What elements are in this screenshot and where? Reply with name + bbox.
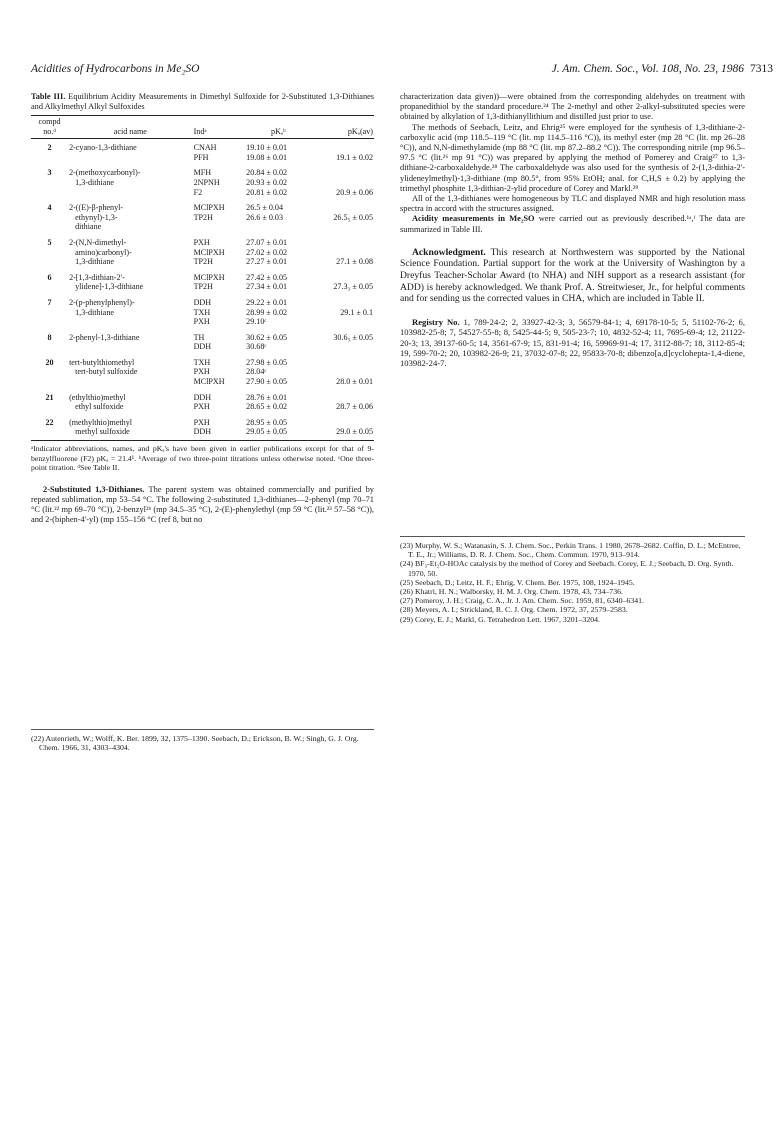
cell-pka: 19.10 ± 0.01 19.08 ± 0.01 [246,143,288,162]
cell-acid-name: 2-cyano-1,3-dithiane [69,143,137,153]
running-header-title: Acidities of Hydrocarbons in Me₂SO [31,63,200,75]
dithiane-text: The parent system was obtained commercially and purified by repeated sublimation, mp 53–54 °C. The following 2-substituted 1,3-dithianes—2-phenyl (mp 70–71 °C (lit.²² mp 69–70 °C)), 2-benzyl²ᵇ (mp 34.5–35 °C), 2-(E)-phenylethyl (mp 59 °C (lit.²³ 57–58 °C)), and 2-(biphen-4'-yl) (mp 155–156 °C (ref 8, but no [31,484,374,525]
cell-indicator: MClPXH TP2H [193,203,225,222]
cell-indicator: CNAH PFH [193,143,217,162]
section-heading-dithianes: 2-Substituted 1,3-Dithianes. [43,484,145,494]
acidity-heading: Acidity measurements in Me₂SO [412,214,535,224]
cell-pka: 28.76 ± 0.01 28.65 ± 0.02 [246,392,288,412]
table-row [31,412,374,441]
cell-acid-name: 2-phenyl-1,3-dithiane [69,332,140,342]
cell-pka-avg: 28.7 ± 0.06 [336,402,373,412]
cell-pka-avg: 29.0 ± 0.05 [311,412,374,441]
cell-indicator: MClPXH TP2H [193,272,225,292]
table-label: Table III. [31,92,66,101]
table-footnotes: ᵃIndicator abbreviations, names, and pKₐ's have been given in earlier publications except for that of 9-benzylfluorene (F2) pKₐ = 21.4¹. ᵇAverage of two three-point titrations unless otherwise noted. ᶜOne three-point titration. ᵈSee Table II. [31,444,374,473]
cell-pka: 27.42 ± 0.05 27.34 ± 0.01 [246,272,288,292]
cell-acid-name: (ethylthio)methyl ethyl sulfoxide [69,392,126,412]
left-column [31,92,374,526]
cell-indicator: DDH TXH PXH [193,297,212,327]
cell-acid-name: 2-(p-phenylphenyl)- 1,3-dithiane [69,297,135,317]
table-row [31,139,374,163]
cell-indicator: TXH PXH MClPXH [193,357,225,387]
footnote-24: (24) BF₃-Et₂O-HOAc catalysis by the method of Corey and Seebach. Corey, E. J.; Seebach, D. Org. Synth. 1970, 50. [400,559,734,578]
left-footnotes [31,729,374,752]
cell-pka: 20.84 ± 0.02 20.93 ± 0.02 20.81 ± 0.02 [246,168,288,197]
acknowledgment-paragraph [400,247,745,305]
cell-pka: 30.62 ± 0.05 30.68ᶜ [246,332,288,352]
col-header-pka-avg: pKₐ(av) [311,116,374,139]
cell-indicator: PXH MClPXH TP2H [193,237,225,267]
cell-compd-no: 21 [45,392,54,402]
footnote-23: (23) Murphy, W. S.; Watanasin, S. J. Chem. Soc., Perkin Trans. 1 1980, 2678–2682. Coffin, D. L.; McEntree, T. E., Jr.; Williams, D. R. J. Chem. Soc., Chem. Commun. 1970, 913–914. [400,541,741,560]
cell-pka-avg: 30.6₅ ± 0.05 [333,332,373,342]
right-footnotes [400,536,745,624]
cell-compd-no: 7 [47,297,52,307]
table-row [31,327,374,352]
cell-pka-avg: 19.1 ± 0.02 [336,152,373,162]
cell-compd-no: 6 [47,272,52,282]
table-caption [31,92,374,112]
cell-pka-avg: 29.1 ± 0.1 [340,307,373,317]
cell-compd-no: 4 [47,203,52,213]
right-paragraph-1: characterization data given))—were obtained from the corresponding aldehydes on treatment with propanedithiol by the standard procedure.²⁴ The 2-methyl and other 2-alkyl-substituted species were obtained by alkylation of 1,3-dithianyllithium and distilled just prior to use. [400,92,745,122]
right-paragraph-4 [400,214,745,234]
cell-acid-name: tert-butylthiomethyl tert-butyl sulfoxide [69,357,138,377]
page-number: 7313 [750,63,773,75]
cell-compd-no: 8 [47,332,52,342]
footnote-27: (27) Pomeroy, J. H.; Craig, C. A., Jr. J. Am. Chem. Soc. 1959, 81, 6340–6341. [400,596,645,606]
registry-text: 1, 789-24-2; 2, 33927-42-3; 3, 56579-84-1; 4, 69178-10-5; 5, 51102-76-2; 6, 103982-25-8; 7, 54527-55-8; 8, 5425-44-5; 9, 505-23-7; 10, 4832-52-4; 11, 7695-69-4; 12, 21122-20-3; 13, 39137-60-5; 14, 3561-67-9; 15, 831-91-4; 16, 59969-91-4; 17, 3112-88-7; 18, 3112-85-4; 19, 599-70-2; 20, 103982-26-9; 21, 37032-07-8; 22, 95833-70-8; dibenzo[a,d]cyclohepta-1,4-diene, 103982-24-7. [400,316,745,369]
footnote-28: (28) Meyers, A. I.; Strickland, R. C. J. Org. Chem. 1972, 37, 2579–2583. [400,605,628,615]
footnote-25: (25) Seebach, D.; Leitz, H. F.; Ehrig, V. Chem. Ber. 1975, 108, 1924–1945. [400,577,635,587]
col-header-acid-name: acid name [68,116,193,139]
col-header-pka: pKₐᵇ [245,116,311,139]
cell-acid-name: 2-[1,3-dithian-2'- ylidene]-1,3-dithiane [69,272,144,292]
registry-paragraph [400,317,745,369]
cell-compd-no: 20 [45,357,54,367]
table-row [31,162,374,197]
table-title: Equilibrium Acidity Measurements in Dimethyl Sulfoxide for 2-Substituted 1,3-Dithianes and Alkylmethyl Alkyl Sulfoxides [31,92,375,111]
acidity-text: were carried out as previously described.¹ᵃ,ᶠ The data are summarized in Table III. [400,214,745,234]
cell-pka-avg: 27.3₃ ± 0.05 [333,282,373,292]
footnote-rule [400,536,745,537]
footnote-29: (29) Corey, E. J.; Markl, G. Tetrahedron Lett. 1967, 3201–3204. [400,614,600,624]
cell-pka: 29.22 ± 0.01 28.99 ± 0.02 29.10ᶜ [246,297,288,327]
table-row [31,197,374,232]
col-header-indicator: Indᵃ [193,116,246,139]
right-paragraph-2: The methods of Seebach, Leitz, and Ehrig²⁵ were employed for the synthesis of 1,3-dithiane-2-carboxylic acid (mp 118.5–119 °C (lit. mp 114.5–116 °C)), its methyl ester (mp 28 °C (lit. mp 26–28 °C)), and N,N-dimethylamide (mp 88 °C (lit. mp 87.2–88.2 °C)). The corresponding nitrile (mp 96.5–97.5 °C (lit.²⁶ mp 91 °C)) was prepared by applying the method of Pomerey and Craig²⁷ to 1,3-dithiane-2-carboxaldehyde.²⁸ The carboxaldehyde was also used for the synthesis of 2-(1,3-dithia-2'-ylideneylmethyl)-1,3-dithiane (mp 80.5°, from 95% EtOH; anal. for C,H,S ± 0.2) by applying the trimethyl phosphite 1,3-dithian-2-ylid procedure of Corey and Markl.²⁹ [400,122,745,193]
cell-compd-no: 22 [31,412,68,441]
cell-pka: 27.07 ± 0.01 27.02 ± 0.02 27.27 ± 0.01 [246,237,288,267]
cell-pka: 27.98 ± 0.05 28.04ᶜ 27.90 ± 0.05 [246,357,288,387]
running-header-citation [468,63,773,75]
cell-indicator: TH DDH [193,332,212,352]
table-body [31,139,374,441]
journal-citation: J. Am. Chem. Soc., Vol. 108, No. 23, 1986 [551,63,744,75]
right-column [400,92,745,369]
table-row [31,387,374,412]
cell-acid-name: 2-((E)-β-phenyl- ethynyl)-1,3- dithiane [69,203,124,232]
footnote-22: (22) Autenrieth, W.; Wolff, K. Ber. 1899, 32, 1375–1390. Seebach, D.; Erickson, B. W.; Singh, G. J. Org. Chem. 1966, 31, 4303–4304. [31,734,359,753]
table-header-row [31,116,374,139]
table-row [31,352,374,387]
acidity-table [31,115,374,441]
cell-indicator: MFH 2NPNH F2 [193,168,220,197]
cell-pka-avg: 20.9 ± 0.06 [336,187,373,197]
table-row [31,232,374,267]
cell-pka: 26.5 ± 0.04 26.6 ± 0.03 [246,203,283,222]
cell-compd-no: 2 [47,143,52,153]
cell-acid-name: 2-(N,N-dimethyl- amino)carbonyl)- 1,3-dithiane [69,237,132,267]
cell-pka-avg: 28.0 ± 0.01 [336,377,373,387]
footnote-26: (26) Khatri, H. N.; Walborsky, H. M. J. Org. Chem. 1978, 43, 734–736. [400,587,623,597]
acknowledgment-text: This research at Northwestern was supported by the National Science Foundation. Partial support for the work at the University of Washington by a Dreyfus Teacher-Scholar Award (to NHA) and NIH support as a research assistant (for ADD) is hereby acknowledged. We thank Prof. A. Streitwieser, Jr., for helpful comments and for sending us the corrected values in CHA, which are included in Table II. [400,246,745,305]
cell-pka-avg: 26.5₅ ± 0.05 [333,212,373,222]
right-paragraph-3: All of the 1,3-dithianes were homogeneous by TLC and displayed NMR and high resolution mass spectra in accord with the structures assigned. [400,194,745,214]
dithiane-paragraph [31,485,374,526]
cell-pka-avg: 27.1 ± 0.08 [336,257,373,267]
cell-compd-no: 5 [47,237,52,247]
cell-pka: 28.95 ± 0.05 29.05 ± 0.05 [245,412,311,441]
registry-heading: Registry No. [412,316,460,327]
cell-acid-name: (methylthio)methyl methyl sulfoxide [68,412,193,441]
cell-indicator: DDH PXH [193,392,212,412]
table-row [31,292,374,327]
col-header-compd: compd no.ᵈ [31,116,68,139]
table-row [31,267,374,292]
cell-compd-no: 3 [47,168,52,178]
cell-acid-name: 2-(methoxycarbonyl)- 1,3-dithiane [69,168,141,187]
footnote-rule [31,729,374,730]
cell-indicator: PXH DDH [193,412,246,441]
acknowledgment-heading: Acknowledgment. [412,246,486,258]
